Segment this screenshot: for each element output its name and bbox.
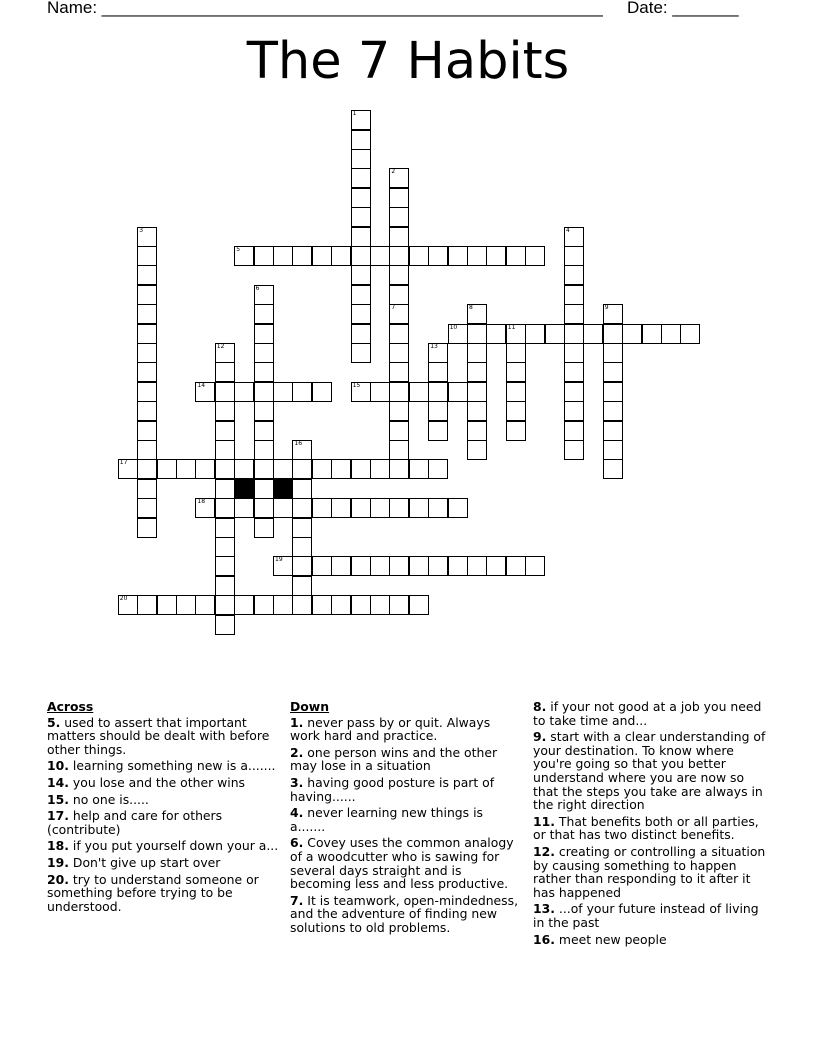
grid-cell[interactable] [331, 459, 351, 479]
grid-cell[interactable] [137, 498, 157, 518]
grid-cell[interactable] [389, 459, 409, 479]
grid-cell[interactable] [273, 556, 293, 576]
grid-cell[interactable] [467, 440, 487, 460]
grid-cell[interactable] [215, 401, 235, 421]
grid-cell[interactable] [215, 343, 235, 363]
grid-cell[interactable] [370, 498, 390, 518]
grid-cell[interactable] [448, 498, 468, 518]
clue-down-8 [533, 700, 769, 727]
cell-number: 2 [391, 168, 396, 176]
down-clues-continued [533, 700, 769, 949]
cell-number: 20 [119, 595, 128, 603]
clue-number: 4. [290, 805, 304, 821]
grid-cell[interactable] [292, 459, 312, 479]
grid-cell[interactable] [137, 479, 157, 499]
grid-cell[interactable] [370, 246, 390, 266]
date-field[interactable]: Date: _______ [627, 0, 739, 17]
grid-cell[interactable] [351, 130, 371, 150]
clue-text: never pass by or quit. Always work hard and practice. [290, 714, 491, 744]
name-field[interactable]: Name: _____________________________________________________ [47, 0, 603, 17]
clue-down-2 [290, 746, 522, 773]
cell-number: 14 [197, 381, 206, 389]
grid-cell[interactable] [351, 207, 371, 227]
grid-cell[interactable] [351, 285, 371, 305]
cell-number: 1 [352, 110, 357, 118]
grid-cell[interactable] [331, 595, 351, 615]
grid-cell[interactable] [312, 556, 332, 576]
cell-number: 16 [294, 440, 303, 447]
across-heading: Across [47, 699, 94, 714]
grid-cell[interactable] [215, 382, 235, 402]
grid-cell[interactable] [680, 324, 700, 344]
clue-text: used to assert that important matters should be dealt with before other things. [47, 714, 270, 757]
grid-cell[interactable] [234, 459, 254, 479]
grid-cell[interactable] [351, 304, 371, 324]
grid-cell[interactable] [351, 110, 371, 130]
grid-cell[interactable] [428, 498, 448, 518]
grid-cell[interactable] [137, 440, 157, 460]
grid-cell[interactable] [351, 459, 371, 479]
grid-cell[interactable] [409, 382, 429, 402]
grid-cell[interactable] [448, 556, 468, 576]
grid-cell[interactable] [564, 265, 584, 285]
grid-cell[interactable] [312, 382, 332, 402]
clue-down-12 [533, 845, 769, 899]
grid-cell[interactable] [389, 246, 409, 266]
grid-cell[interactable] [642, 324, 662, 344]
grid-cell[interactable] [525, 324, 545, 344]
grid-cell[interactable] [603, 382, 623, 402]
grid-cell[interactable] [254, 498, 274, 518]
grid-cell[interactable] [389, 227, 409, 247]
grid-cell[interactable] [467, 246, 487, 266]
grid-cell[interactable] [292, 440, 312, 460]
grid-cell[interactable] [389, 265, 409, 285]
clue-number: 19. [47, 854, 69, 870]
grid-cell[interactable] [389, 401, 409, 421]
grid-cell[interactable] [603, 304, 623, 324]
grid-cell[interactable] [409, 498, 429, 518]
grid-cell[interactable] [273, 595, 293, 615]
clue-across-20 [47, 873, 279, 914]
grid-cell[interactable] [467, 304, 487, 324]
grid-cell[interactable] [409, 595, 429, 615]
grid-cell[interactable] [622, 324, 642, 344]
clue-text: one person wins and the other may lose in a situation [290, 744, 498, 774]
grid-cell[interactable] [467, 343, 487, 363]
grid-cell[interactable] [137, 362, 157, 382]
grid-cell[interactable] [254, 304, 274, 324]
grid-cell[interactable] [409, 556, 429, 576]
grid-cell[interactable] [506, 246, 526, 266]
grid-cell[interactable] [389, 498, 409, 518]
grid-cell[interactable] [389, 440, 409, 460]
cell-number: 12 [216, 343, 225, 350]
grid-cell[interactable] [428, 401, 448, 421]
grid-cell[interactable] [486, 556, 506, 576]
grid-cell[interactable] [389, 362, 409, 382]
grid-cell[interactable] [195, 498, 215, 518]
grid-cell[interactable] [195, 459, 215, 479]
grid-cell[interactable] [254, 343, 274, 363]
grid-cell[interactable] [254, 401, 274, 421]
grid-cell[interactable] [273, 246, 293, 266]
clue-down-1 [290, 716, 522, 743]
grid-cell[interactable] [525, 246, 545, 266]
grid-cell[interactable] [254, 246, 274, 266]
grid-cell[interactable] [370, 556, 390, 576]
grid-cell[interactable] [564, 362, 584, 382]
clue-number: 10. [47, 758, 69, 774]
grid-cell[interactable] [564, 343, 584, 363]
clue-across-19 [47, 856, 279, 870]
grid-cell[interactable] [292, 382, 312, 402]
grid-cell[interactable] [273, 382, 293, 402]
grid-cell[interactable] [351, 324, 371, 344]
clue-text: start with a clear understanding of your destination. To know where you're going so that you better understand where you are now so that the steps you take are always in the right direction [533, 729, 766, 813]
clue-down-11 [533, 815, 769, 842]
grid-cell[interactable] [254, 285, 274, 305]
grid-cell[interactable] [603, 401, 623, 421]
grid-cell[interactable] [467, 382, 487, 402]
grid-cell[interactable] [157, 595, 177, 615]
grid-cell[interactable] [254, 421, 274, 441]
grid-cell[interactable] [467, 556, 487, 576]
grid-cell[interactable] [234, 595, 254, 615]
grid-cell[interactable] [234, 498, 254, 518]
grid-cell[interactable] [234, 246, 254, 266]
grid-cell[interactable] [467, 324, 487, 344]
grid-cell[interactable] [157, 459, 177, 479]
grid-cell[interactable] [331, 246, 351, 266]
grid-cell[interactable] [506, 362, 526, 382]
grid-cell[interactable] [603, 362, 623, 382]
grid-cell[interactable] [292, 479, 312, 499]
grid-cell[interactable] [292, 556, 312, 576]
clue-number: 8. [533, 699, 547, 714]
clue-text: meet new people [558, 931, 667, 947]
grid-cell[interactable] [351, 265, 371, 285]
grid-cell[interactable] [389, 343, 409, 363]
grid-cell[interactable] [137, 324, 157, 344]
cell-number: 4 [566, 226, 570, 234]
clue-number: 1. [290, 714, 304, 730]
clue-text: That benefits both or all parties, or that has two distinct benefits. [533, 813, 759, 843]
grid-cell[interactable] [428, 343, 448, 363]
grid-cell[interactable] [506, 556, 526, 576]
grid-cell[interactable] [506, 324, 526, 344]
clue-number: 20. [47, 871, 69, 887]
grid-cell[interactable] [389, 168, 409, 188]
grid-cell[interactable] [389, 421, 409, 441]
grid-cell[interactable] [137, 459, 157, 479]
clue-text: It is teamwork, open-mindedness, and the adventure of finding new solutions to old problems. [290, 892, 519, 935]
cell-number: 18 [197, 498, 206, 506]
grid-cell[interactable] [215, 479, 235, 499]
cell-number: 17 [119, 459, 128, 467]
grid-cell[interactable] [389, 382, 409, 402]
grid-cell[interactable] [292, 595, 312, 615]
grid-cell[interactable] [370, 595, 390, 615]
grid-cell[interactable] [351, 188, 371, 208]
grid-cell[interactable] [389, 324, 409, 344]
grid-cell[interactable] [428, 362, 448, 382]
clue-across-14 [47, 776, 279, 790]
grid-cell[interactable] [506, 421, 526, 441]
cell-number: 10 [449, 323, 458, 331]
grid-cell[interactable] [215, 362, 235, 382]
grid-cell[interactable] [351, 168, 371, 188]
grid-cell[interactable] [254, 382, 274, 402]
grid-cell[interactable] [312, 498, 332, 518]
clue-number: 3. [290, 774, 304, 790]
clue-number: 12. [533, 843, 555, 859]
grid-cell[interactable] [215, 459, 235, 479]
grid-cell[interactable] [137, 227, 157, 247]
cell-number: 6 [255, 284, 260, 292]
clue-down-13 [533, 902, 769, 929]
clue-number: 5. [47, 714, 61, 730]
grid-cell[interactable] [603, 324, 623, 344]
clue-text: if you put yourself down your a... [72, 838, 279, 854]
grid-cell[interactable] [448, 246, 468, 266]
grid-cell[interactable] [389, 188, 409, 208]
cell-number: 3 [139, 226, 144, 234]
grid-cell[interactable] [603, 343, 623, 363]
clue-text: learning something new is a....... [72, 758, 276, 774]
cell-number: 13 [430, 343, 438, 350]
clue-across-5 [47, 716, 279, 757]
grid-cell[interactable] [215, 615, 235, 635]
grid-cell[interactable] [195, 382, 215, 402]
grid-cell[interactable] [486, 324, 506, 344]
clue-text: ...of your future instead of living in the past [533, 901, 759, 930]
clue-down-16 [533, 933, 769, 947]
grid-cell[interactable] [137, 382, 157, 402]
clue-number: 7. [290, 892, 304, 908]
clue-text: Covey uses the common analogy of a woodcutter who is sawing for several days straight and is becoming less and less productive. [290, 835, 514, 892]
grid-cell[interactable] [467, 421, 487, 441]
grid-cell[interactable] [215, 518, 235, 538]
grid-cell[interactable] [254, 324, 274, 344]
clue-across-15 [47, 793, 279, 807]
grid-cell[interactable] [137, 343, 157, 363]
grid-cell[interactable] [545, 324, 565, 344]
clue-text: no one is..... [72, 791, 149, 807]
grid-cell[interactable] [370, 459, 390, 479]
grid-cell[interactable] [215, 595, 235, 615]
grid-cell[interactable] [564, 324, 584, 344]
grid-cell[interactable] [467, 362, 487, 382]
clue-down-6 [290, 836, 522, 890]
grid-cell[interactable] [428, 382, 448, 402]
grid-cell[interactable] [292, 246, 312, 266]
grid-cell[interactable] [351, 343, 371, 363]
grid-cell[interactable] [137, 595, 157, 615]
grid-cell[interactable] [331, 498, 351, 518]
grid-cell[interactable] [351, 149, 371, 169]
clue-number: 15. [47, 791, 69, 807]
grid-cell[interactable] [137, 285, 157, 305]
grid-cell[interactable] [409, 246, 429, 266]
grid-cell[interactable] [506, 401, 526, 421]
cell-number: 5 [236, 246, 241, 253]
clue-text: if your not good at a job you need to take time and... [533, 699, 762, 728]
clue-text: try to understand someone or something before trying to be understood. [47, 871, 259, 914]
grid-cell[interactable] [254, 362, 274, 382]
grid-cell[interactable] [389, 304, 409, 324]
grid-cell[interactable] [273, 498, 293, 518]
grid-cell[interactable] [254, 459, 274, 479]
grid-cell[interactable] [215, 440, 235, 460]
grid-cell[interactable] [564, 401, 584, 421]
grid-cell[interactable] [564, 227, 584, 247]
grid-cell[interactable] [137, 421, 157, 441]
grid-cell[interactable] [351, 595, 371, 615]
grid-cell[interactable] [603, 421, 623, 441]
grid-cell[interactable] [564, 421, 584, 441]
clue-across-10 [47, 759, 279, 773]
grid-cell[interactable] [583, 324, 603, 344]
grid-cell[interactable] [351, 382, 371, 402]
grid-cell[interactable] [254, 518, 274, 538]
black-cell [273, 479, 293, 499]
grid-cell[interactable] [467, 401, 487, 421]
clue-number: 16. [533, 931, 555, 947]
puzzle-title: The 7 Habits [246, 32, 570, 91]
grid-cell[interactable] [215, 421, 235, 441]
cell-number: 19 [275, 556, 283, 564]
clue-down-3 [290, 776, 522, 803]
grid-cell[interactable] [389, 595, 409, 615]
grid-cell[interactable] [176, 595, 196, 615]
grid-cell[interactable] [428, 556, 448, 576]
grid-cell[interactable] [603, 440, 623, 460]
clue-down-7 [290, 894, 522, 935]
grid-cell[interactable] [215, 556, 235, 576]
grid-cell[interactable] [312, 459, 332, 479]
grid-cell[interactable] [409, 459, 429, 479]
clue-number: 2. [290, 744, 304, 760]
clue-text: creating or controlling a situation by causing something to happen rather than responding to it after it has happened [533, 843, 766, 900]
cell-number: 15 [352, 381, 361, 389]
clue-down-4 [290, 806, 522, 833]
grid-cell[interactable] [312, 246, 332, 266]
grid-cell[interactable] [389, 207, 409, 227]
grid-cell[interactable] [351, 246, 371, 266]
clue-text: having good posture is part of having...... [290, 774, 495, 804]
grid-cell[interactable] [234, 382, 254, 402]
clue-text: you lose and the other wins [72, 774, 246, 790]
grid-cell[interactable] [254, 595, 274, 615]
clue-text: Don't give up start over [72, 854, 221, 870]
grid-cell[interactable] [564, 304, 584, 324]
clue-number: 14. [47, 774, 69, 790]
down-heading: Down [290, 699, 330, 714]
grid-cell[interactable] [351, 498, 371, 518]
grid-cell[interactable] [137, 246, 157, 266]
grid-cell[interactable] [603, 459, 623, 479]
grid-cell[interactable] [137, 518, 157, 538]
clue-number: 13. [533, 901, 555, 917]
grid-cell[interactable] [215, 576, 235, 596]
grid-cell[interactable] [525, 556, 545, 576]
grid-cell[interactable] [137, 401, 157, 421]
grid-cell[interactable] [428, 421, 448, 441]
grid-cell[interactable] [486, 246, 506, 266]
grid-cell[interactable] [564, 440, 584, 460]
cell-number: 7 [391, 304, 396, 312]
cell-number: 8 [469, 304, 473, 312]
grid-cell[interactable] [448, 324, 468, 344]
grid-cell[interactable] [292, 498, 312, 518]
clue-number: 11. [533, 813, 555, 829]
clue-number: 17. [47, 808, 69, 824]
grid-cell[interactable] [564, 285, 584, 305]
grid-cell[interactable] [389, 285, 409, 305]
grid-cell[interactable] [118, 595, 138, 615]
grid-cell[interactable] [195, 595, 215, 615]
grid-cell[interactable] [292, 518, 312, 538]
grid-cell[interactable] [273, 459, 293, 479]
grid-cell[interactable] [215, 498, 235, 518]
grid-cell[interactable] [254, 479, 274, 499]
cell-number: 11 [507, 323, 516, 331]
grid-cell[interactable] [215, 537, 235, 557]
grid-cell[interactable] [351, 556, 371, 576]
grid-cell[interactable] [564, 246, 584, 266]
clue-number: 18. [47, 838, 69, 854]
grid-cell[interactable] [448, 382, 468, 402]
across-clues [47, 700, 279, 916]
clue-down-9 [533, 730, 769, 812]
grid-cell[interactable] [428, 459, 448, 479]
grid-cell[interactable] [506, 382, 526, 402]
grid-cell[interactable] [137, 304, 157, 324]
cell-number: 9 [604, 304, 609, 312]
grid-cell[interactable] [331, 556, 351, 576]
clue-number: 6. [290, 835, 304, 851]
grid-cell[interactable] [506, 343, 526, 363]
grid-cell[interactable] [389, 556, 409, 576]
grid-cell[interactable] [564, 382, 584, 402]
grid-cell[interactable] [351, 227, 371, 247]
grid-cell[interactable] [118, 459, 138, 479]
grid-cell[interactable] [428, 246, 448, 266]
clue-across-17 [47, 809, 279, 836]
clue-number: 9. [533, 729, 547, 745]
grid-cell[interactable] [176, 459, 196, 479]
grid-cell[interactable] [292, 576, 312, 596]
grid-cell[interactable] [254, 440, 274, 460]
grid-cell[interactable] [661, 324, 681, 344]
clue-text: help and care for others (contribute) [47, 808, 223, 837]
grid-cell[interactable] [292, 537, 312, 557]
down-clues [290, 700, 522, 938]
grid-cell[interactable] [137, 265, 157, 285]
grid-cell[interactable] [370, 382, 390, 402]
grid-cell[interactable] [312, 595, 332, 615]
clue-text: never learning new things is a....... [290, 805, 483, 834]
clue-across-18 [47, 839, 279, 853]
black-cell [234, 479, 254, 499]
